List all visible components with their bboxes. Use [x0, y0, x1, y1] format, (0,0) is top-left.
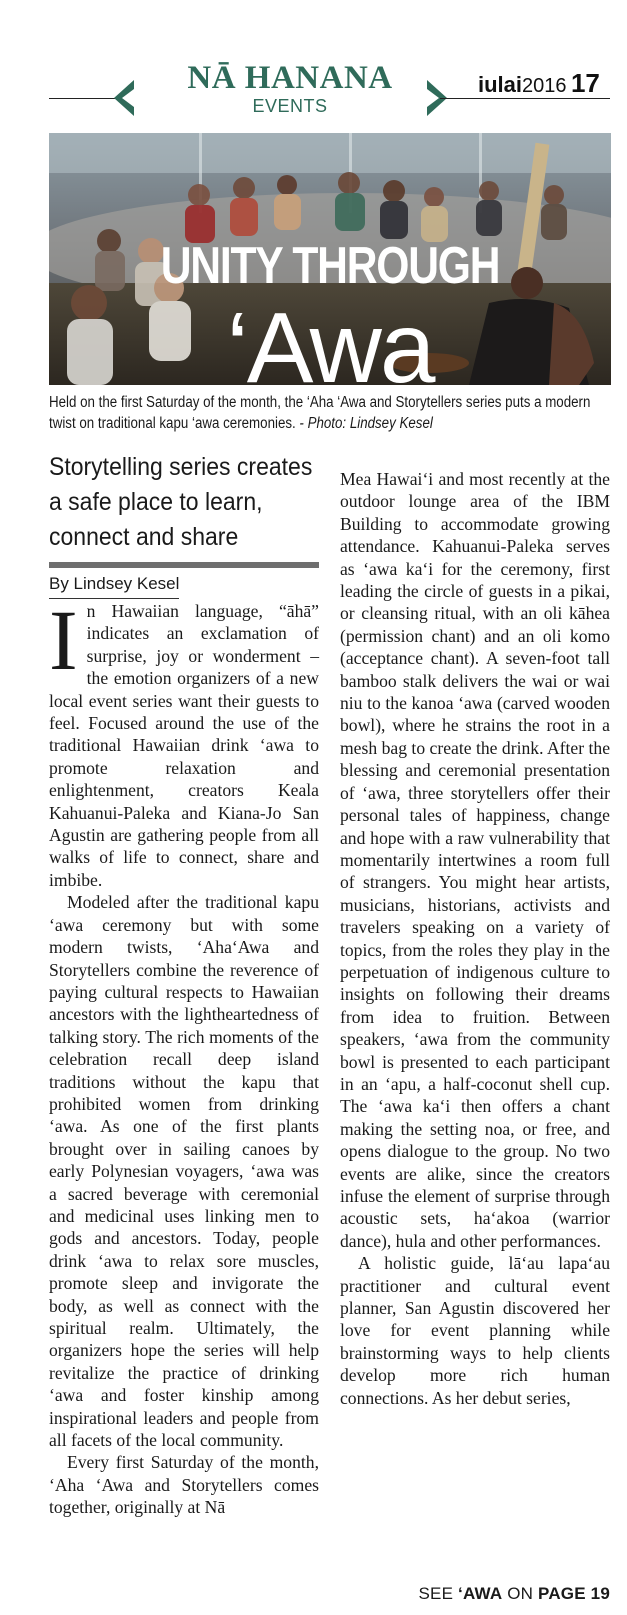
- continuation-jump[interactable]: [340, 1583, 610, 1605]
- issue-year: 2016: [522, 75, 567, 97]
- photo-caption: [49, 392, 611, 434]
- section-title: NĀ HANANA: [187, 60, 393, 96]
- header-rule-left: [49, 98, 119, 99]
- paragraph: A holistic guide, lā‘au lapa‘au practitioner and cultural event planner, San Agustin discovered her love for event planning while brainstorming ways to help clients develop more rich human connections. As her debut series,: [340, 1253, 610, 1408]
- headline-line-2: ‘Awa: [226, 292, 434, 385]
- paragraph: [49, 592, 319, 891]
- drop-cap: I: [49, 592, 78, 688]
- page-number: 17: [570, 68, 600, 98]
- section-subtitle: EVENTS: [252, 96, 328, 116]
- photo-credit: - Photo: Lindsey Kesel: [299, 415, 433, 432]
- article-deck: Storytelling series creates a safe place to learn, connect and share: [49, 453, 313, 551]
- chevron-left-icon: [112, 79, 136, 117]
- paragraph-text: n Hawaiian language, “āhā” indicates an exclamation of surprise, joy or wonderment – the emotion organizers of a new local event series want their guests to feel. Focused around the use of the traditional Hawaiian drink ‘awa to promote relaxation and enlightenment, creators Keala Kahuanui-Paleka and Kiana-Jo San Agustin are gathering people from all walks of life to connect, share and imbibe.: [49, 601, 319, 890]
- feature-photo: [49, 133, 611, 385]
- paragraph: Modeled after the traditional kapu ‘awa ceremony but with some modern twists, ‘Aha‘Awa and Storytellers combine the reverence of paying cultural respects to Hawaiian ancestors with the lightheartedness of talking story. The rich moments of the celebration recall deep island traditions without the kapu that prohibited women from drinking ‘awa. As one of the first plants brought over in sailing canoes by early Polynesian voyagers, ‘awa was a sacred beverage with ceremonial and medicinal uses linking men to gods and ancestors. Today, people drink ‘awa to relax sore muscles, promote sleep and invigorate the body, as well as connect with the spiritual realm. Ultimately, the organizers hope the series will help revitalize the practice of drinking ‘awa and foster kinship among inspirational leaders and people from all facets of the local community.: [49, 892, 319, 1451]
- jump-keyword: ‘AWA: [458, 1584, 503, 1603]
- jump-on: ON: [502, 1584, 539, 1603]
- page-header: [0, 0, 627, 130]
- byline: By Lindsey Kesel: [49, 572, 179, 599]
- jump-see: SEE: [418, 1584, 459, 1603]
- headline-line-1: UNITY THROUGH: [160, 237, 500, 295]
- article-column-right: [340, 468, 610, 1409]
- paragraph-continued: Mea Hawai‘i and most recently at the outdoor lounge area of the IBM Building to accommodate growing attendance. Kahuanui-Paleka serves as ‘awa ka‘i for the ceremony, first leading the circle of guests in a pikai, or cleansing ritual, with an oli kāhea (permission chant) and an oli komo (acceptance chant). A seven-foot tall bamboo stalk delivers the wai or wai niu to the kanoa ‘awa (carved wooden bowl), where he strains the root in a mesh bag to create the drink. After the blessing and ceremonial presentation of ‘awa, three storytellers offer their personal tales of happiness, change and hope with a raw vulnerability that momentarily intertwines a room full of strangers. You might hear artists, musicians, historians, activists and travelers speaking on a variety of topics, from the roles they play in the perpetuation of indigenous culture to insights on following their dreams from idea to fruition. Between speakers, ‘awa from the community bowl is presented to each participant in an ‘apu, a half-coconut shell cup. The ‘awa ka‘i then offers a chant making the setting noa, or free, and opens dialogue to the group. No two events are alike, since the creators infuse the element of surprise through acoustic sets, ha‘akoa (warrior dance), hula and other performances.: [340, 469, 610, 1251]
- caption-text: Held on the first Saturday of the month, the ‘Aha ‘Awa and Storytellers series puts a modern twist on traditional kapu ‘awa ceremonies.: [49, 394, 591, 432]
- article-column-left: [49, 592, 319, 1519]
- deck-rule: [49, 562, 319, 568]
- paragraph: Every first Saturday of the month, ‘Aha ‘Awa and Storytellers comes together, originally at Nā: [49, 1452, 319, 1518]
- issue-info: [478, 68, 618, 103]
- issue-month: iulai: [478, 72, 523, 97]
- jump-page: PAGE 19: [538, 1584, 610, 1603]
